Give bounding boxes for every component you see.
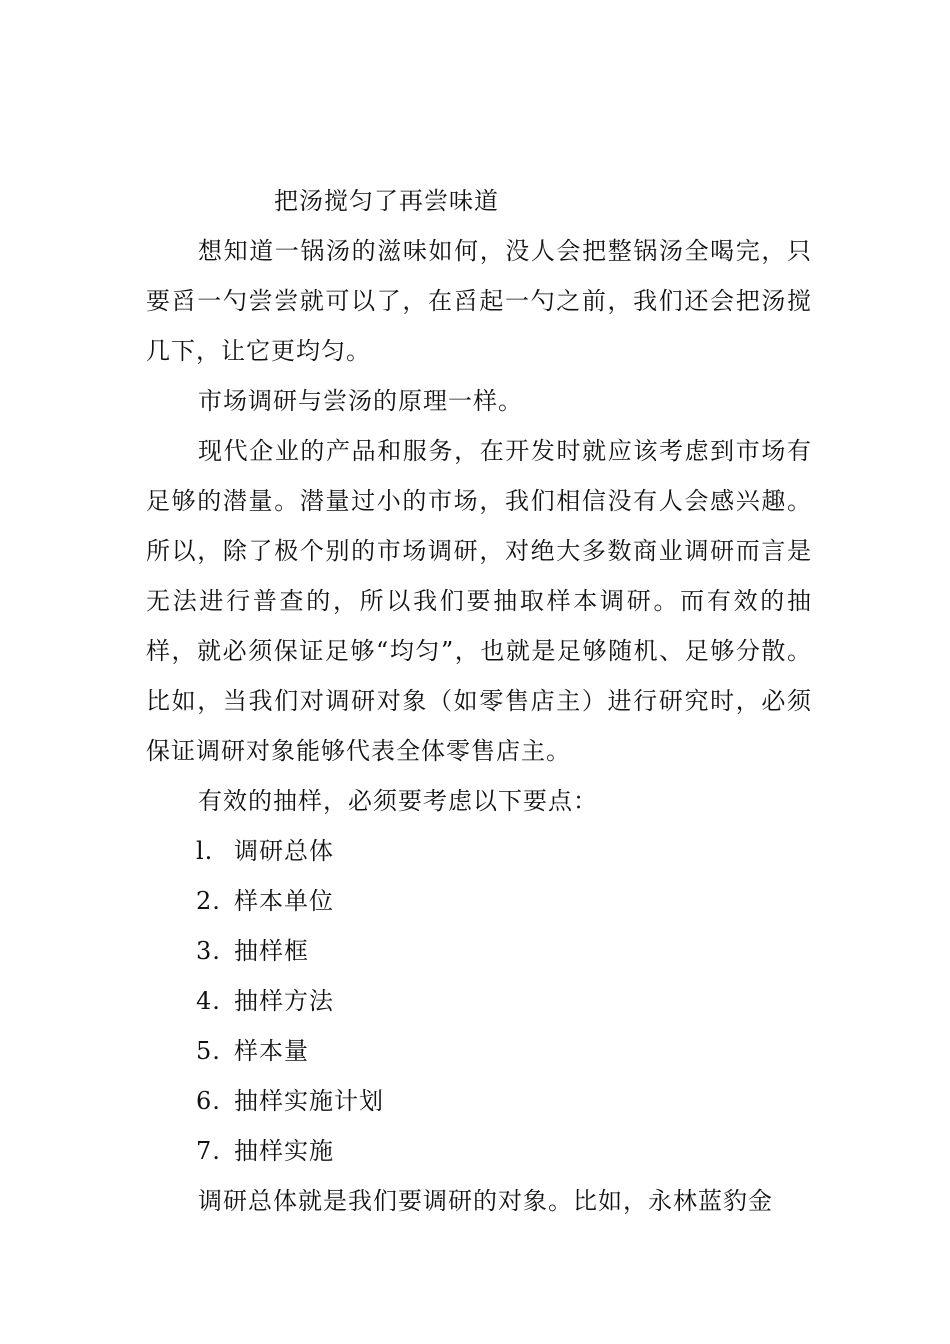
list-item-number: 2. [196, 887, 221, 915]
list-item-text: 抽样方法 [234, 987, 334, 1015]
list-item [146, 1126, 812, 1176]
list-item-number: 7. [196, 1137, 221, 1165]
list-item-number: l. [196, 837, 214, 865]
list-item-number: 4. [196, 987, 221, 1015]
list-item [146, 976, 812, 1026]
list-item [146, 1026, 812, 1076]
list-item-text: 调研总体 [234, 837, 334, 865]
document-title: 把汤搅匀了再尝味道 [274, 187, 499, 215]
list-item-text: 样本单位 [234, 887, 334, 915]
paragraph-population-definition: 调研总体就是我们要调研的对象。比如，永林蓝豹金 [198, 1187, 773, 1215]
list-item-text: 样本量 [234, 1037, 309, 1065]
list-item [146, 876, 812, 926]
list-item-text: 抽样实施 [234, 1137, 334, 1165]
document-page [146, 176, 812, 1226]
paragraph-sampling-rationale: 现代企业的产品和服务，在开发时就应该考虑到市场有足够的潜量。潜量过小的市场，我们相信没有人会感兴趣。所以，除了极个别的市场调研，对绝大多数商业调研而言是无法进行普查的，所以我们要抽取样本调研。而有效的抽样，就必须保证足够“均匀”，也就是足够随机、足够分散。比如，当我们对调研对象（如零售店主）进行研究时，必须保证调研对象能够代表全体零售店主。 [146, 437, 812, 765]
list-item [146, 826, 812, 876]
paragraph-list-intro: 有效的抽样，必须要考虑以下要点： [198, 787, 598, 815]
list-item-number: 6. [196, 1087, 221, 1115]
list-item [146, 1076, 812, 1126]
list-item-text: 抽样实施计划 [234, 1087, 384, 1115]
paragraph-soup-analogy: 想知道一锅汤的滋味如何，没人会把整锅汤全喝完，只要舀一勺尝尝就可以了，在舀起一勺之前，我们还会把汤搅几下，让它更均匀。 [146, 237, 812, 365]
list-item-number: 3. [196, 937, 221, 965]
list-item-text: 抽样框 [234, 937, 309, 965]
paragraph-principle: 市场调研与尝汤的原理一样。 [198, 387, 523, 415]
sampling-points-list [146, 826, 812, 1176]
list-item-number: 5. [196, 1037, 221, 1065]
list-item [146, 926, 812, 976]
